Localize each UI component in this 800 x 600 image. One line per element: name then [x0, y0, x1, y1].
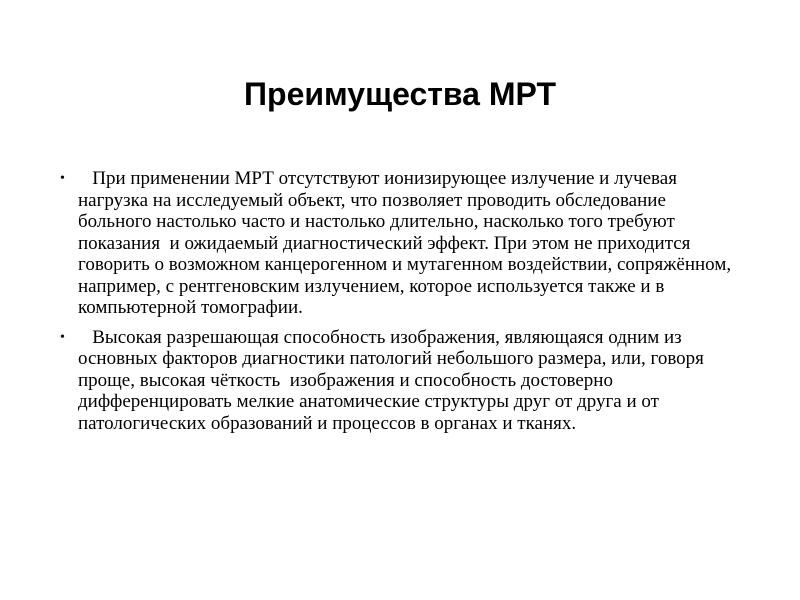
bullet-icon: • — [60, 329, 65, 345]
bullet-text-resolution: Высокая разрешающая способность изображения, являющаяся одним из основных факторов диагностики патологий небольшого размера, или, говоря проще, высокая чёткость изображения и способность достоверно дифференцировать мелкие анатомические структуры друг от друга и от патологических образований и процессов в органах и тканях. — [78, 326, 709, 434]
bullet-item-ionizing — [60, 168, 740, 319]
bullet-icon: • — [60, 171, 65, 186]
bullet-item-resolution — [60, 327, 740, 435]
bullet-text-ionizing: При применении МРТ отсутствуют ионизирующее излучение и лучевая нагрузка на исследуемый объект, что позволяет проводить обследование больного настолько часто и настолько длительно, насколько того требуют показания и ожидаемый диагностический эффект. При этом не приходится говорить о возможном канцерогенном и мутагенном воздействии, сопряжённом, например, с рентгеновским излучением, которое используется также и в компьютерной томографии. — [78, 168, 736, 318]
slide-title: Преимущества МРТ — [244, 76, 556, 112]
bullet-list — [60, 168, 740, 442]
